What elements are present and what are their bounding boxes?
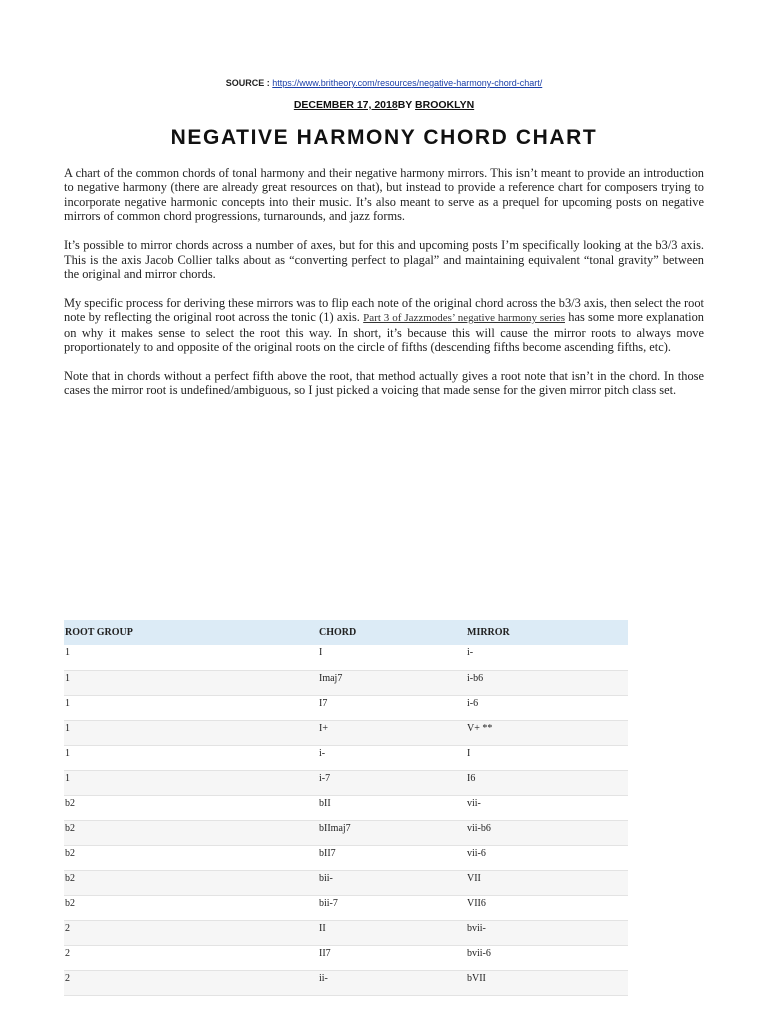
- source-label: SOURCE :: [225, 78, 270, 88]
- source-link[interactable]: https://www.britheory.com/resources/negative-harmony-chord-chart/: [272, 78, 543, 88]
- root-group-cell: 2: [64, 920, 318, 945]
- table-row: [64, 970, 628, 995]
- root-group-cell: b2: [64, 870, 318, 895]
- mirror-cell: VII6: [467, 897, 486, 909]
- root-group-cell: 2: [64, 970, 318, 995]
- root-group-cell: b2: [65, 897, 75, 909]
- paragraph-3-intro: My specific process for deriving these mirrors was to flip each note of the original chord across the b3/3 axis, then select the root note by reflecting the original root across the tonic (1) axis.: [64, 295, 704, 325]
- dateline: [0, 99, 768, 111]
- table-row: [64, 745, 628, 770]
- chord-cell: II7: [319, 947, 331, 959]
- root-group-cell: 1: [65, 697, 70, 709]
- mirror-cell: vii-b6: [466, 820, 628, 845]
- mirror-cell: bvii-: [466, 920, 628, 945]
- table-row: [64, 845, 628, 870]
- table-row: [64, 720, 628, 745]
- table-row: [64, 945, 628, 970]
- table-row: [64, 770, 628, 795]
- mirror-cell: V+ **: [466, 720, 628, 745]
- mirror-cell: bvii-6: [467, 947, 491, 959]
- chord-cell: I+: [318, 720, 466, 745]
- mirror-cell: i-: [467, 647, 474, 658]
- paragraph-3-rest: has some more explanation on why it makes sense to select the root this way. In short, it’s because this will cause the mirror roots to always move proportionately to and opposite of the original roots on the circle of fifths (descending fifths become ascending fifths, etc).: [64, 310, 704, 355]
- table-header-row: [64, 620, 628, 645]
- paragraph-4: Note that in chords without a perfect fifth above the root, that method actually gives a root note that isn’t in the chord. In those cases the mirror root is undefined/ambiguous, so I just picked a voicing that made sense for the given mirror pitch class set.: [64, 368, 704, 398]
- jazzmodes-series-link[interactable]: Part 3 of Jazzmodes’ negative harmony series: [363, 312, 565, 325]
- article-body: [64, 166, 704, 412]
- chord-cell: i-7: [318, 770, 466, 795]
- root-group-cell: b2: [64, 820, 318, 845]
- source-line: [0, 78, 768, 88]
- mirror-cell: I6: [466, 770, 628, 795]
- chord-cell: II: [318, 920, 466, 945]
- table-row: [64, 920, 628, 945]
- by-label: BY: [397, 99, 413, 111]
- paragraph-1: A chart of the common chords of tonal harmony and their negative harmony mirrors. This isn’t meant to provide an introduction to negative harmony (there are already great resources on that), but instead to provide a reference chart for composers trying to incorporate negative harmonic concepts into their music. It’s also meant to serve as a prequel for upcoming posts on negative mirrors of common chord progressions, turnarounds, and jazz forms.: [64, 166, 704, 224]
- header-root-group: ROOT GROUP: [64, 620, 318, 645]
- chord-cell: Imaj7: [318, 670, 466, 695]
- mirror-cell: vii-6: [467, 847, 486, 859]
- header-chord: CHORD: [318, 620, 466, 645]
- root-group-cell: 1: [64, 720, 318, 745]
- chord-cell: i-: [319, 747, 326, 759]
- root-group-cell: 1: [65, 647, 70, 658]
- chord-cell: bii-: [318, 870, 466, 895]
- table-row: [64, 820, 628, 845]
- table-body: [64, 645, 628, 995]
- root-group-cell: 1: [65, 747, 70, 759]
- table-row: [64, 795, 628, 820]
- mirror-cell: i-b6: [466, 670, 628, 695]
- root-group-cell: 1: [64, 670, 318, 695]
- root-group-cell: 1: [64, 770, 318, 795]
- chord-chart-table: [64, 620, 628, 996]
- table-row: [64, 695, 628, 720]
- root-group-cell: b2: [65, 847, 75, 859]
- mirror-cell: vii-: [467, 797, 481, 809]
- table-row: [64, 870, 628, 895]
- chord-cell: bII7: [319, 847, 336, 859]
- author-link[interactable]: BROOKLYN: [415, 99, 475, 111]
- chord-cell: I7: [319, 697, 328, 709]
- chord-cell: bIImaj7: [318, 820, 466, 845]
- root-group-cell: 2: [65, 947, 70, 959]
- root-group-cell: b2: [65, 797, 75, 809]
- chord-cell: bii-7: [319, 897, 338, 909]
- chord-cell: ii-: [318, 970, 466, 995]
- mirror-cell: bVII: [466, 970, 628, 995]
- paragraph-3: [64, 296, 704, 355]
- chord-cell: I: [319, 647, 323, 658]
- page-title: NEGATIVE HARMONY CHORD CHART: [170, 126, 598, 149]
- header-mirror: MIRROR: [466, 620, 628, 645]
- mirror-cell: I: [467, 747, 471, 759]
- mirror-cell: i-6: [467, 697, 479, 709]
- table-row: [64, 895, 628, 920]
- table-row: [64, 670, 628, 695]
- chord-cell: bII: [319, 797, 331, 809]
- paragraph-2: It’s possible to mirror chords across a number of axes, but for this and upcoming posts I’m specifically looking at the b3/3 axis. This is the axis Jacob Collier talks about as “converting perfect to plagal” and maintaining equivalent “tonal gravity” between the original and mirror chords.: [64, 238, 704, 281]
- table-row: [64, 645, 628, 670]
- mirror-cell: VII: [466, 870, 628, 895]
- post-date: DECEMBER 17, 2018: [293, 99, 398, 111]
